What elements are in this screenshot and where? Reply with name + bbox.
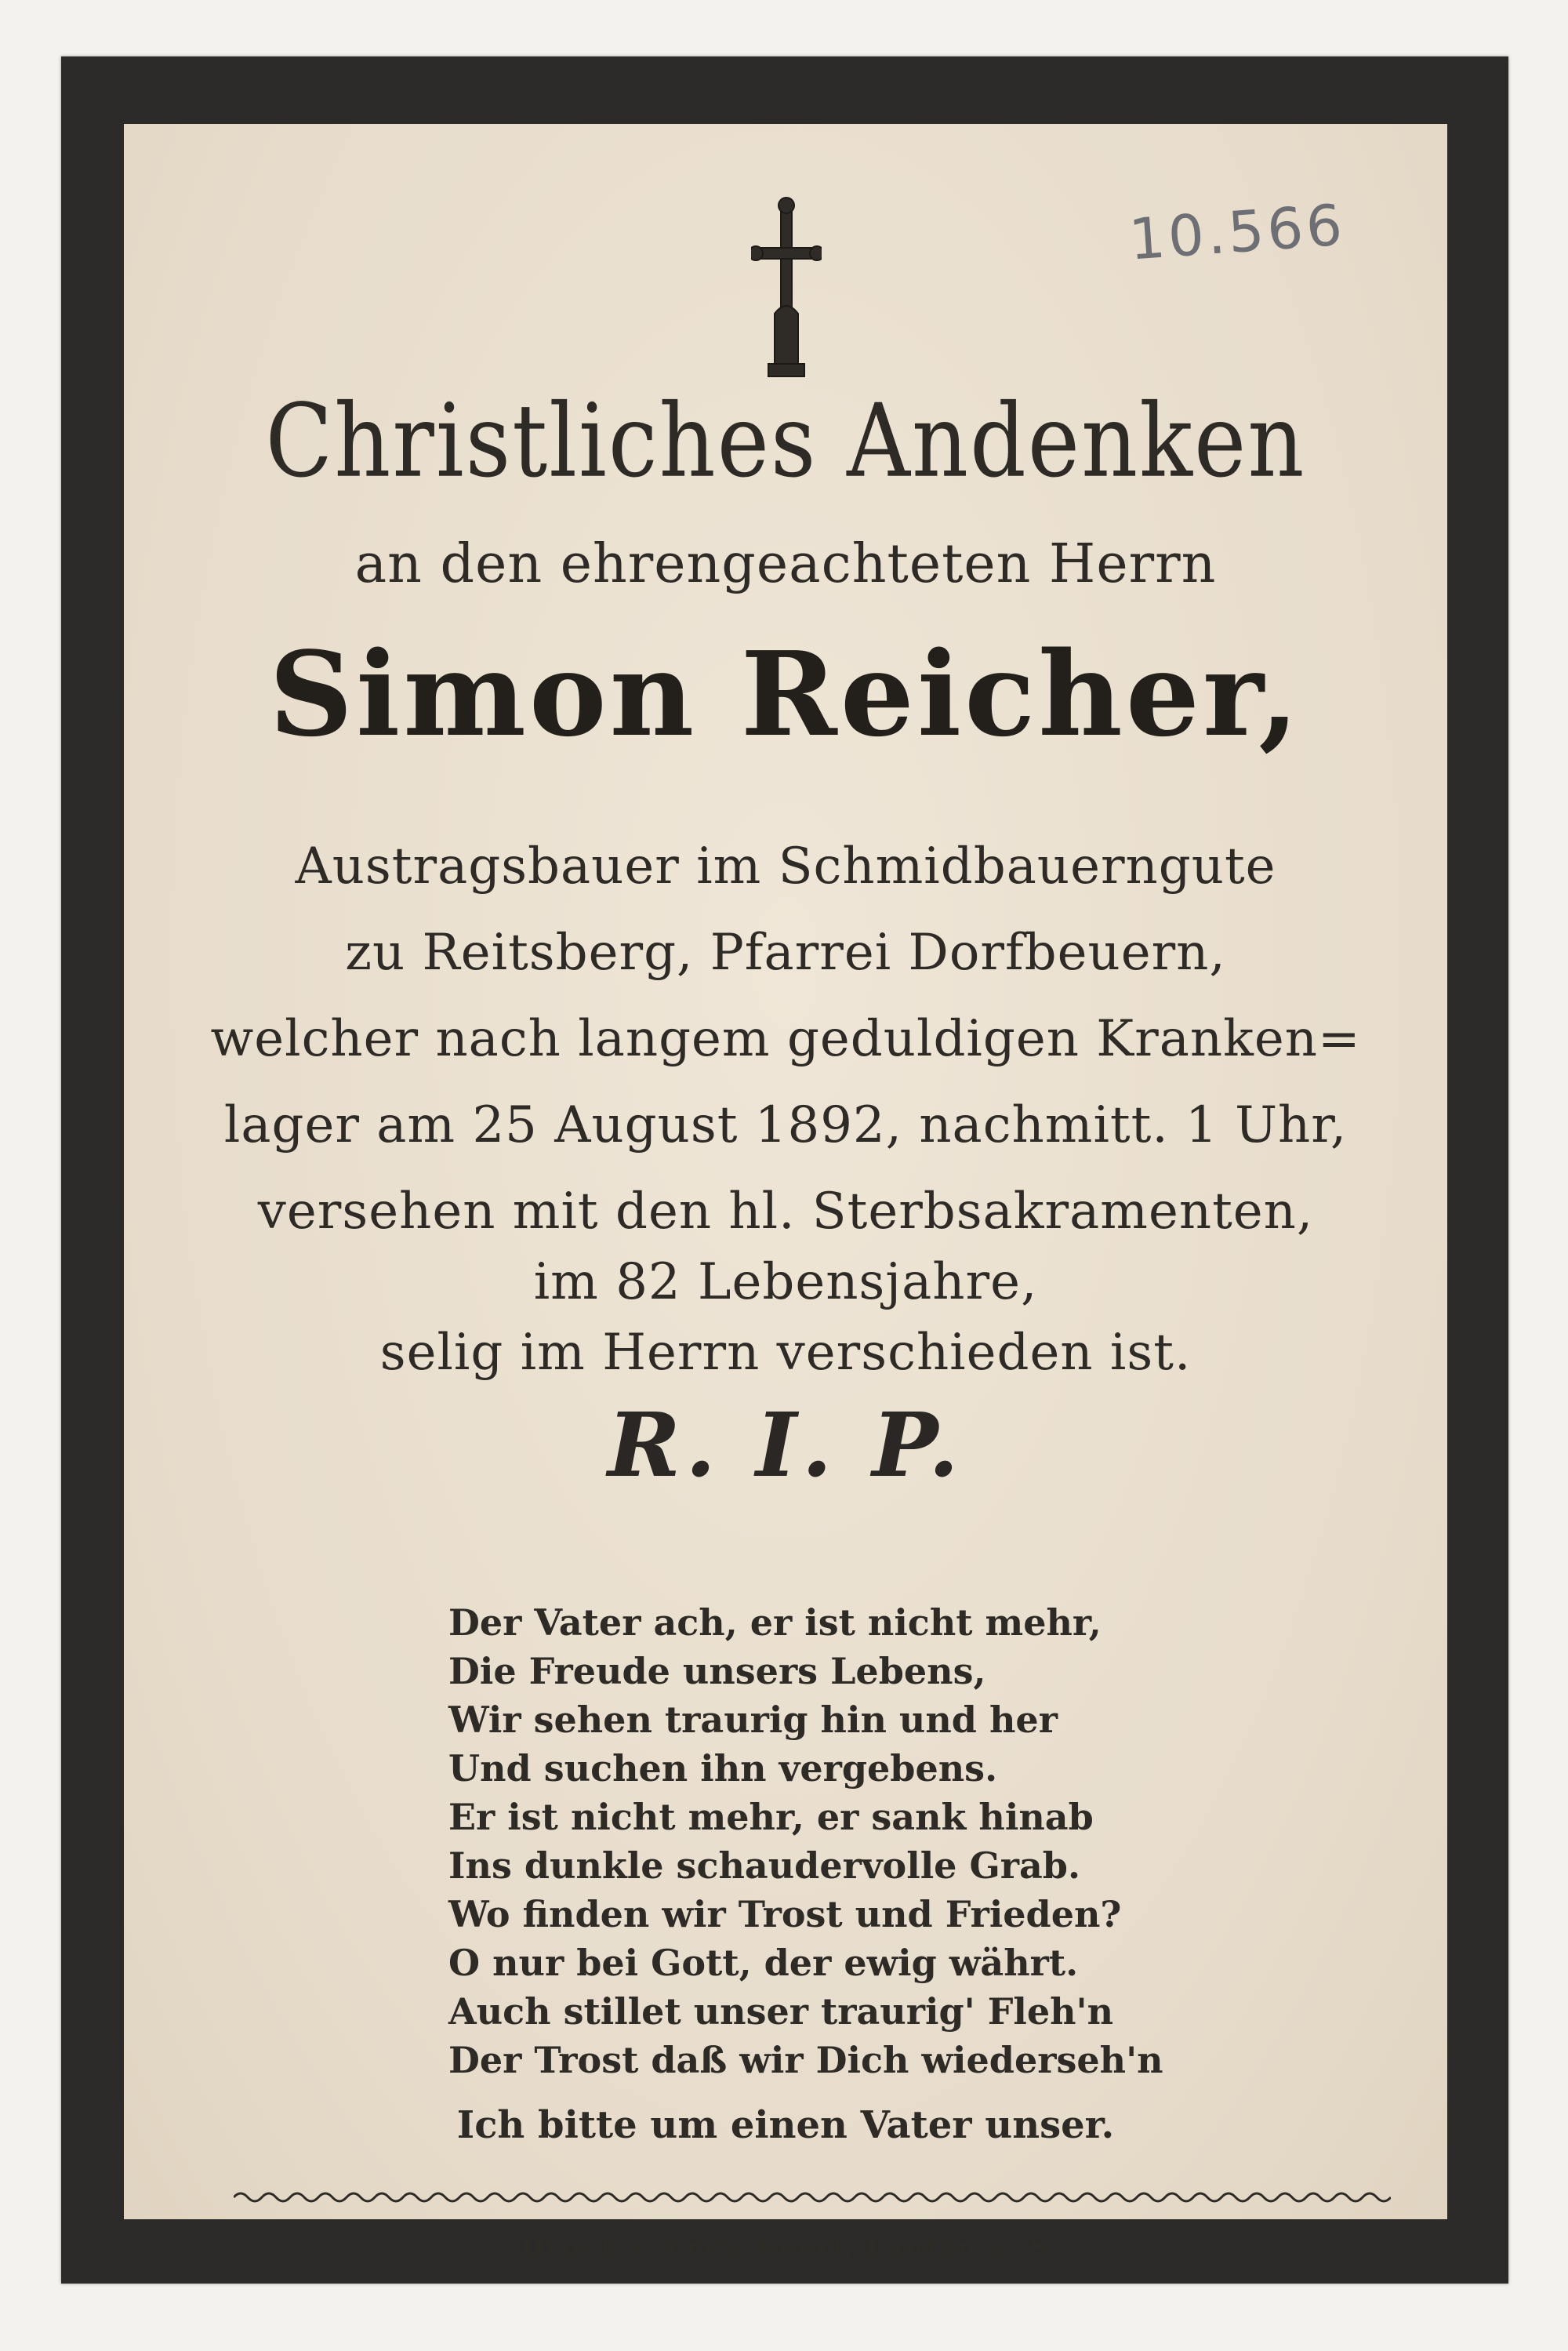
poem-line: Und suchen ihn vergebens. <box>448 1747 998 1790</box>
poem-line: Der Vater ach, er ist nicht mehr, <box>448 1601 1102 1644</box>
body-line-3: welcher nach langem geduldigen Kranken= <box>210 1010 1361 1068</box>
memorial-card <box>61 56 1508 2284</box>
body-line-4: lager am 25 August 1892, nachmitt. 1 Uhr, <box>223 1096 1348 1154</box>
body-line-7: selig im Herrn verschieden ist. <box>379 1324 1192 1382</box>
body-line-5: versehen mit den hl. Sterbsakramenten, <box>257 1183 1314 1241</box>
card-paper <box>124 124 1447 2263</box>
heading: Christliches Andenken <box>265 383 1306 500</box>
poem-line: Auch stillet unser traurig' Fleh'n <box>448 1990 1114 2033</box>
poem-line: Wir sehen traurig hin und her <box>448 1699 1058 1741</box>
poem-line: O nur bei Gott, der ewig währt. <box>448 1942 1079 1984</box>
printer-imprint: Druck v. Fritz Keerl, Laufen a. S <box>521 2232 1051 2263</box>
cross-icon <box>751 196 822 384</box>
poem-line: Wo finden wir Trost und Frieden? <box>448 1893 1122 1935</box>
prayer-line: Ich bitte um einen Vater unser. <box>456 2103 1115 2147</box>
rip-text: R. I. P. <box>607 1394 964 1497</box>
poem-line: Der Trost daß wir Dich wiederseh'n <box>448 2039 1163 2081</box>
poem-line: Die Freude unsers Lebens, <box>448 1650 986 1692</box>
subheading: an den ehrengeachteten Herrn <box>354 533 1217 595</box>
wavy-divider <box>234 2188 1391 2207</box>
deceased-name: Simon Reicher, <box>269 626 1302 762</box>
body-line-1: Austragsbauer im Schmidbauerngute <box>295 838 1276 896</box>
poem <box>448 1598 1163 2084</box>
body-line-2: zu Reitsberg, Pfarrei Dorfbeuern, <box>345 924 1226 982</box>
body-line-6: im 82 Lebensjahre, <box>533 1253 1038 1311</box>
archive-number: 10.566 <box>1127 191 1348 273</box>
poem-line: Ins dunkle schaudervolle Grab. <box>448 1844 1080 1887</box>
poem-line: Er ist nicht mehr, er sank hinab <box>448 1796 1094 1838</box>
